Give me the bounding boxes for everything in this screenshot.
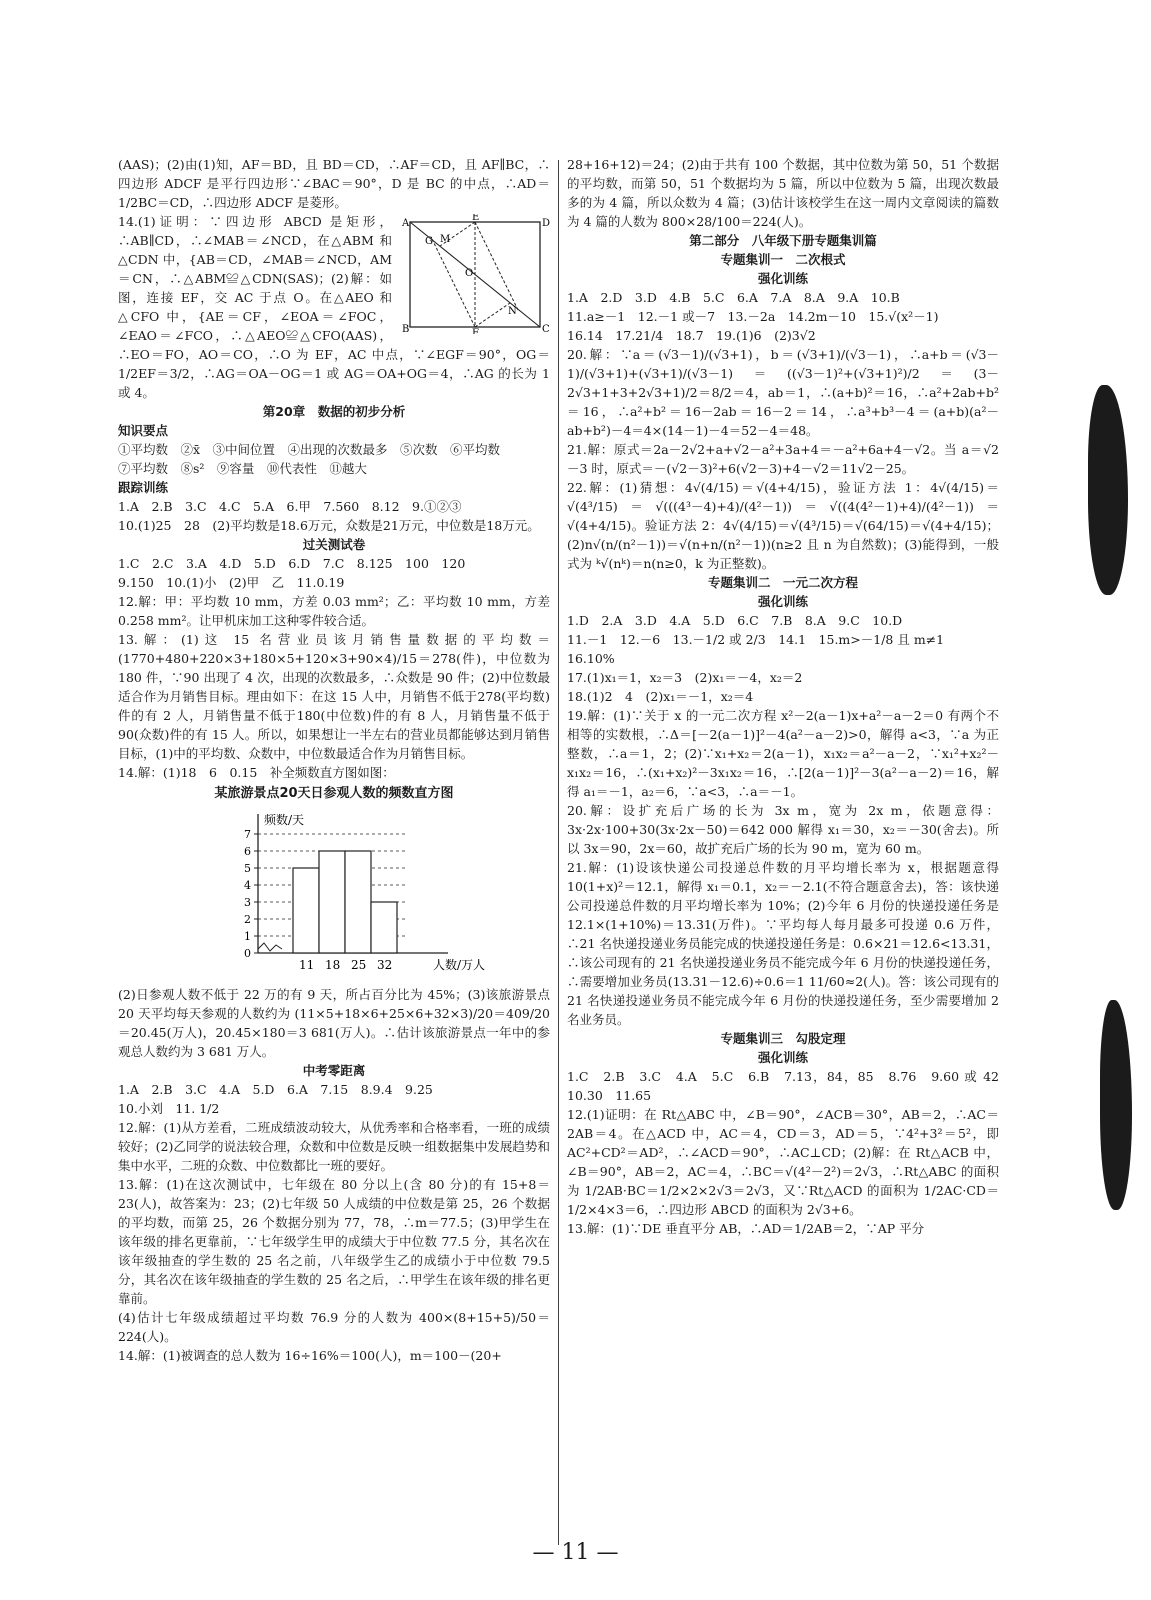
text-line: 17.(1)x₁＝1，x₂＝3 (2)x₁＝－4，x₂＝2 [567,670,803,685]
text-line: 1.A 2.B 3.C 4.C 5.A 6.甲 7.560 8.12 9.①②③ [118,499,462,514]
geometry-figure [400,214,550,334]
section-title: 中考零距离 [302,1063,366,1078]
label-m: M [440,234,451,245]
histogram-bar [345,851,371,953]
topic-title: 专题集训三 勾股定理 [720,1031,846,1046]
text-block: 22.解：(1)猜想：4√(4/15)＝√(4+4/15)，验证方法 1：4√(4/15)＝√(4³/15)＝√(((4³－4)+4)/(4²－1))＝√((4(4²－1)+4)/(4²－1))＝√(4+4/15)。验证方法 2：4√(4/15)＝√(4³/15)＝√(64/15)＝√(4+4/15)；(2)n√(n/(n²－1))＝√(n+n/(n²－1))(n≥2 且 n 为自然数)；(3)能得到，一般式为 ᵏ√(nᵏ)＝n(n≥0，k 为正整数)。 [567,480,999,571]
histogram-svg [118,803,550,978]
x-tick-label: 25 [351,958,367,972]
text-line: 16.14 17.21/4 18.7 19.(1)6 (2)3√2 [567,328,816,343]
text-block: (2)日参观人数不低于 22 万的有 9 天，所占百分比为 45%；(3)该旅游景点 20 天平均每天参观的人数约为 (11×5+18×6+25×6+32×3)/20＝409/20＝20.45(万人)，20.45×180＝3 681(万人)。∴估计该旅游景点一年中的参观总人数约为 3 681 万人。 [118,987,550,1059]
left-column [118,155,550,1365]
text-line: (4)估计七年级成绩超过平均数 76.9 分的人数为 400×(8+15+5)/50＝224(人)。 [118,1310,550,1344]
topic-subtitle: 强化训练 [757,1050,808,1065]
text-block: 13.解：(1)这 15 名营业员该月销售量数据的平均数＝(1770+480+220×3+180×5+120×3+90×4)/15＝278(件)，中位数为 180 件，∵90 出现了 4 次，出现的次数最多，∴众数是 90 件；(2)中位数最适合作为月销售目标。理由如下：在这 15 人中，月销售不低于278(平均数)件的有 2 人，月销售量不低于180(中位数)件的有 8 人，月销售量不低于90(众数)件的有 15 人。所以，如果想让一半左右的营业员都能够达到月销售目标，(1)中的平均数、众数中，中位数最适合作为月销售目标。 [118,632,550,761]
y-tick-label: 0 [244,947,251,960]
text-line: 1.C 2.B 3.C 4.A 5.C 6.B 7.13，84，85 8.76 9.60 或 42 10.30 11.65 [567,1069,1012,1103]
text-line: 1.A 2.B 3.C 4.A 5.D 6.A 7.15 8.9.4 9.25 [118,1082,433,1097]
text-block: 12.解：(1)从方差看，二班成绩波动较大，从优秀率和合格率看，一班的成绩较好；(2)乙同学的说法较合理，众数和中位数是反映一组数据集中发展趋势和集中水平，二班的众数、中位数都比一班的要好。 [118,1120,550,1173]
text-block: 12.(1)证明：在 Rt△ABC 中，∠B＝90°，∠ACB＝30°，AB＝2，∴AC＝2AB＝4。在△ACD 中，AC＝4，CD＝3，AD＝5，∵4²+3²＝5²，即 AC²+CD²＝AD²，∴∠ACD＝90°，∴AC⊥CD；(2)解：在 Rt△ACB 中，∠B＝90°，AB＝2，AC＝4，∴BC＝√(4²－2²)＝2√3，∴Rt△ABC 的面积为 1/2AB·BC＝1/2×2×2√3＝2√3，又∵Rt△ACD 的面积为 1/2AC·CD＝1/2×4×3＝6，∴四边形 ABCD 的面积为 2√3+6。 [567,1107,999,1217]
ink-stain [1100,1000,1132,1210]
label-c: C [542,324,550,334]
text-line: 13.解：(1)∵DE 垂直平分 AB，∴AD＝1/2AB＝2，∵AP 平分 [567,1221,925,1236]
chart-title: 某旅游景点20天日参观人数的频数直方图 [214,786,454,801]
axis-break-icon [258,943,282,951]
text-line: 10.(1)25 28 (2)平均数是18.6万元，众数是21万元，中位数是18万元。 [118,518,540,533]
text-line: 1.A 2.D 3.D 4.B 5.C 6.A 7.A 8.A 9.A 10.B [567,290,900,305]
text-line: 11.a≥－1 12.－1 或－7 13.－2a 14.2m－10 15.√(x²－1) [567,309,939,324]
text-block: 20.解：设扩充后广场的长为 3x m，宽为 2x m，依题意得：3x·2x·100+30(3x·2x－50)＝642 000 解得 x₁＝30，x₂＝－30(舍去)。所以 3x＝90，2x＝60，故扩充后广场的长为 90 m，宽为 60 m。 [567,803,999,856]
page-number: — 11 — [532,1540,619,1565]
column-divider [558,160,559,1545]
text-line: 10.小刘 11. 1/2 [118,1101,220,1116]
histogram-bar [293,868,319,953]
text-block: 14.(1)证明：∵四边形 ABCD 是矩形，∴AB∥CD，∴∠MAB＝∠NCD，在△ABM 和△CDN 中，{AB＝CD，∠MAB＝∠NCD，AM＝CN，∴△ABM≌△CDN(SAS)；(2)解：如图，连接 EF，交 AC 于点 O。在△AEO 和△CFO 中，{AE＝CF，∠EOA＝∠FOC，∠EAO＝∠FCO，∴△AEO≌△CFO(AAS)，∴EO＝FO，AO＝CO，∴O 为 EF，AC 中点，∵∠EGF＝90°，OG＝1/2EF＝3/2，∴AG＝OA－OG＝1 或 AG＝OA+OG＝4，∴AG 的长为 1 或 4。 [118,214,550,400]
section-title: 过关测试卷 [302,537,366,552]
y-tick-label: 7 [244,828,251,841]
histogram [118,784,550,983]
histogram-bar [319,851,345,953]
label-o: O [465,268,474,279]
topic-title: 专题集训一 二次根式 [720,252,846,267]
y-axis-label: 频数/天 [264,813,305,827]
text-block: 19.解：(1)∵关于 x 的一元二次方程 x²－2(a－1)x+a²－a－2＝0 有两个不相等的实数根，∴Δ＝[－2(a－1)]²－4(a²－a－2)>0，解得 a<3，∵a 为正整数，∴a＝1，2；(2)∵x₁+x₂＝2(a－1)，x₁x₂＝a²－a－2，∵x₁²+x₂²－x₁x₂＝16，∴(x₁+x₂)²－3x₁x₂＝16，∴[2(a－1)]²－3(a²－a－2)＝16，解得 a₁＝－1，a₂＝6，∵a<3，∴a＝－1。 [567,708,999,799]
x-tick-label: 32 [377,958,393,972]
x-tick-label: 11 [299,958,315,972]
ink-stain [1088,385,1128,595]
label-n: N [508,306,517,317]
topic-subtitle: 强化训练 [757,594,808,609]
text-block: 21.解：原式＝2a－2√2+a+√2－a²+3a+4＝－a²+6a+4－√2。当 a＝√2－3 时，原式＝－(√2－3)²+6(√2－3)+4－√2＝11√2－25。 [567,442,999,476]
text-line: ①平均数 ②x̄ ③中间位置 ④出现的次数最多 ⑤次数 ⑥平均数 [118,442,501,457]
y-tick-label: 5 [244,862,251,875]
label-d: D [542,218,550,229]
text-line: 9.150 10.(1)小 (2)甲 乙 11.0.19 [118,575,345,590]
topic-subtitle: 强化训练 [757,271,808,286]
part-title: 第二部分 八年级下册专题集训篇 [689,233,877,248]
label-f: F [472,328,479,334]
text-line: 18.(1)2 4 (2)x₁＝－1，x₂＝4 [567,689,754,704]
text-line: ⑦平均数 ⑧s² ⑨容量 ⑩代表性 ⑪越大 [118,461,367,476]
chapter-title: 第20章 数据的初步分析 [262,404,406,419]
y-tick-label: 6 [244,845,251,858]
y-tick-label: 1 [244,930,251,943]
text-line: 1.D 2.A 3.D 4.A 5.D 6.C 7.B 8.A 9.C 10.D [567,613,903,628]
text-block: 13.解：(1)在这次测试中，七年级在 80 分以上(含 80 分)的有 15+8＝23(人)，故答案为：23；(2)七年级 50 人成绩的中位数是第 25，26 个数据的平均数，而第 25，26 个数据分别为 77，78，∴m＝77.5；(3)甲学生在该年级的排名更靠前，∵七年级学生甲的成绩大于中位数 77.5 分，其名次在该年级抽查的学生数的 25 名之前，八年级学生乙的成绩小于中位数 79.5 分，其名次在该年级抽查的学生数的 25 名之后，∴甲学生在该年级的排名更靠前。 [118,1177,550,1306]
topic-title: 专题集训二 一元二次方程 [707,575,858,590]
text-block: 12.解：甲：平均数 10 mm，方差 0.03 mm²；乙：平均数 10 mm，方差 0.258 mm²。让甲机床加工这种零件较合适。 [118,594,550,628]
text-block: 21.解：(1)设该快递公司投递总件数的月平均增长率为 x，根据题意得 10(1+x)²＝12.1，解得 x₁＝0.1，x₂＝－2.1(不符合题意舍去)，答：该快递公司投递总件数的月平均增长率为 10%；(2)今年 6 月份的快递投递任务是 12.1×(1+10%)＝13.31(万件)。∵平均每人每月最多可投递 0.6 万件，∴21 名快递投递业务员能完成的快递投递任务是：0.6×21＝12.6<13.31，∴该公司现有的 21 名快递投递业务员不能完成今年 6 月份的快递投递任务，∴需要增加业务员(13.31－12.6)÷0.6＝1 11/60≈2(人)。答：该公司现有的 21 名快递投递业务员不能完成今年 6 月份的快递投递任务，至少需要增加 2 名业务员。 [567,860,999,1027]
rectangle-diagram [400,214,550,334]
label-a: A [402,218,410,229]
text-line: 14.解：(1)被调查的总人数为 16÷16%＝100(人)，m＝100－(20+ [118,1348,502,1363]
x-axis-label: 人数/万人 [433,958,486,972]
text-line: 1.C 2.C 3.A 4.D 5.D 6.D 7.C 8.125 100 120 [118,556,466,571]
histogram-bar [371,902,397,953]
label-b: B [402,324,410,334]
y-tick-label: 2 [244,913,251,926]
y-tick-label: 3 [244,896,251,909]
text-block: (AAS)；(2)由(1)知，AF＝BD，且 BD＝CD，∴AF＝CD，且 AF∥BC，∴四边形 ADCF 是平行四边形∵∠BAC＝90°，D 是 BC 的中点，∴AD＝1/2BC＝CD，∴四边形 ADCF 是菱形。 [118,157,550,210]
text-line: 14.解：(1)18 6 0.15 补全频数直方图如图： [118,765,395,780]
section-title: 跟踪训练 [118,480,169,495]
label-g: G [425,236,433,247]
label-e: E [472,214,480,223]
text-line: 16.10% [567,651,615,666]
text-line: 11.－1 12.－6 13.－1/2 或 2/3 14.1 15.m>－1/8 且 m≠1 [567,632,945,647]
x-tick-label: 18 [325,958,341,972]
right-column [567,155,1012,1238]
section-title: 知识要点 [118,423,169,438]
y-tick-label: 4 [244,879,251,892]
text-block: 20.解：∵a＝(√3－1)/(√3+1)，b＝(√3+1)/(√3－1)，∴a+b＝(√3－1)/(√3+1)+(√3+1)/(√3－1)＝((√3－1)²+(√3+1)²)/2＝(3－2√3+1+3+2√3+1)/2＝8/2＝4，ab＝1，∴(a+b)²＝16，∴a²+2ab+b²＝16，∴a²+b²＝16－2ab＝16－2＝14，∴a³+b³－4＝(a+b)(a²－ab+b²)－4＝4×(14－1)－4＝52－4＝48。 [567,347,999,438]
text-block: 28+16+12)＝24；(2)由于共有 100 个数据，其中位数为第 50，51 个数据的平均数，而第 50，51 个数据均为 5 篇，所以中位数为 5 篇，出现次数最多的为 4 篇，所以众数为 4 篇；(3)估计该校学生在这一周内文章阅读的篇数为 4 篇的人数为 800×28/100＝224(人)。 [567,157,999,229]
